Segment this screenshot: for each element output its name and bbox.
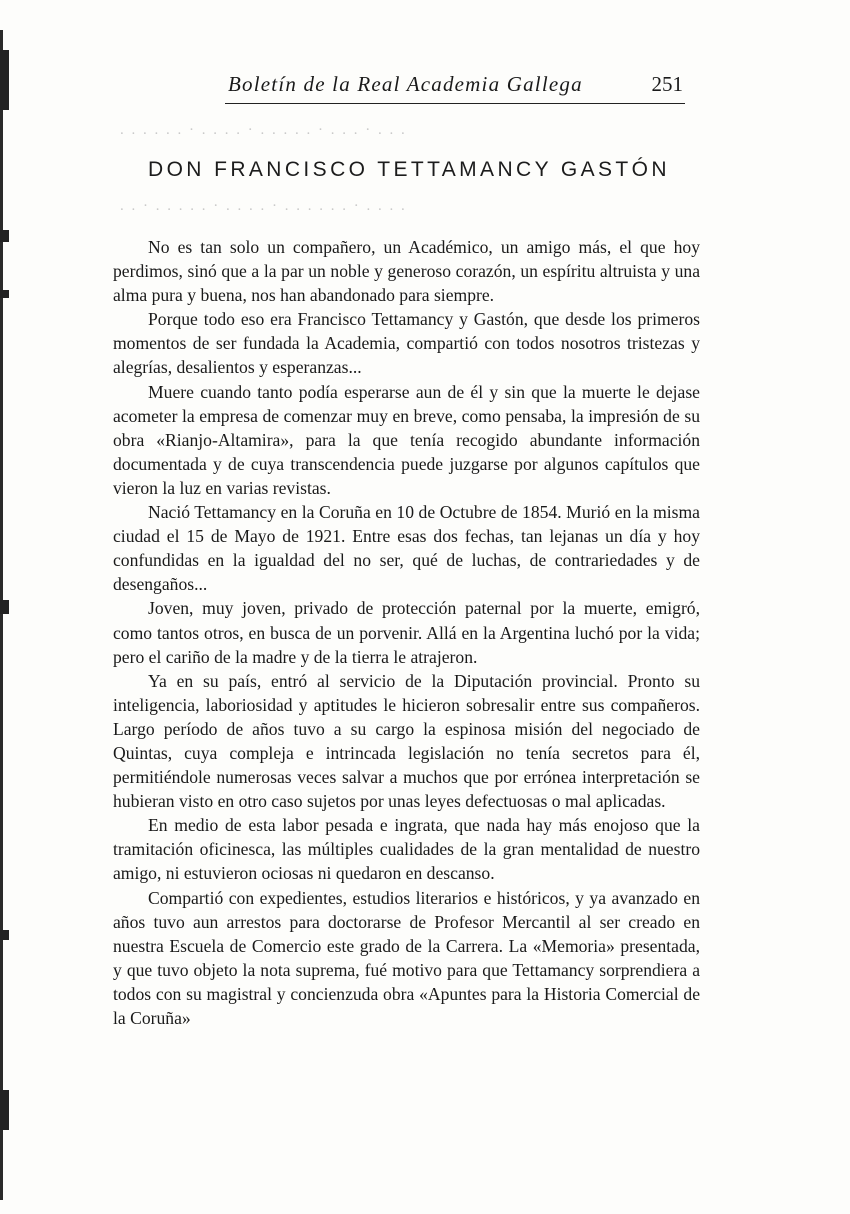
paragraph: Porque todo eso era Francisco Tettamancy y Gastón, que desde los primeros momentos de ser fundada la Academia, compartió con todos nosotros tristezas y alegrías, desalientos y esperanzas... [113, 309, 700, 378]
paragraph: Nació Tettamancy en la Coruña en 10 de Octubre de 1854. Murió en la misma ciudad el 15 de Mayo de 1921. Entre esas dos fechas, tan lejanas un día y hoy confundidas en la igualdad del no ser, qué de luchas, de contrariedades y de desengaños... [113, 502, 700, 595]
paragraph: Compartió con expedientes, estudios literarios e históricos, y ya avanzado en años tuvo aun arrestos para doctorarse de Profesor Mercantil al ser creado en nuestra Escuela de Comercio este grado de la Carrera. La «Memoria» presentada, y que tuvo objeto la nota suprema, fué motivo para que Tettamancy sorprendiera a todos con su magistral y concienzuda obra «Apuntes para la Historia Comercial de la Coruña» [113, 887, 700, 1028]
article-title: DON FRANCISCO TETTAMANCY GASTÓN [148, 158, 670, 181]
paragraph: No es tan solo un compañero, un Académico, un amigo más, el que hoy perdimos, sinó que a la par un noble y generoso corazón, un espíritu altruista y una alma pura y buena, nos han abandonado para siempre. [113, 237, 700, 306]
paragraph: Joven, muy joven, privado de protección paternal por la muerte, emigró, como tantos otros, en busca de un porvenir. Allá en la Argentina luchó por la vida; pero el cariño de la madre y de la tierra le atrajeron. [113, 598, 700, 667]
paragraph: Muere cuando tanto podía esperarse aun de él y sin que la muerte le dejase acometer la empresa de comenzar muy en breve, como pensaba, la impresión de su obra «Rianjo-Altamira», para la que tenía recogido abundante información documentada y de cuya transcendencia puede juzgarse por algunos capítulos que vieron la luz en varias revistas. [113, 381, 700, 498]
article-body [113, 235, 700, 1030]
header-rule [225, 103, 685, 104]
bleed-through-text: . . . . . . · . . . . · . . . . . · . . . · . . . [120, 122, 407, 138]
running-header [228, 72, 683, 102]
binding-edge [0, 30, 14, 1200]
paragraph: En medio de esta labor pesada e ingrata, que nada hay más enojoso que la tramitación oficinesca, las múltiples cualidades de la gran mentalidad de nuestro amigo, ni estuvieron ociosas ni quedaron en descanso. [113, 815, 700, 884]
bleed-through-text: . . · . . . . . · . . . . · . . . . . . · . . . . [120, 198, 407, 214]
journal-title: Boletín de la Real Academia Gallega [228, 72, 583, 96]
page-number: 251 [651, 72, 683, 96]
paragraph: Ya en su país, entró al servicio de la Diputación provincial. Pronto su inteligencia, laboriosidad y aptitudes le hicieron sobresalir entre sus compañeros. Largo período de años tuvo a su cargo la espinosa misión del negociado de Quintas, cuya compleja e intrincada legislación no tenía secretos para él, permitiéndole numerosas veces salvar a muchos que por errónea interpretación se hubieran visto en otro caso sujetos por unas leyes defectuosas o mal aplicadas. [113, 670, 700, 812]
